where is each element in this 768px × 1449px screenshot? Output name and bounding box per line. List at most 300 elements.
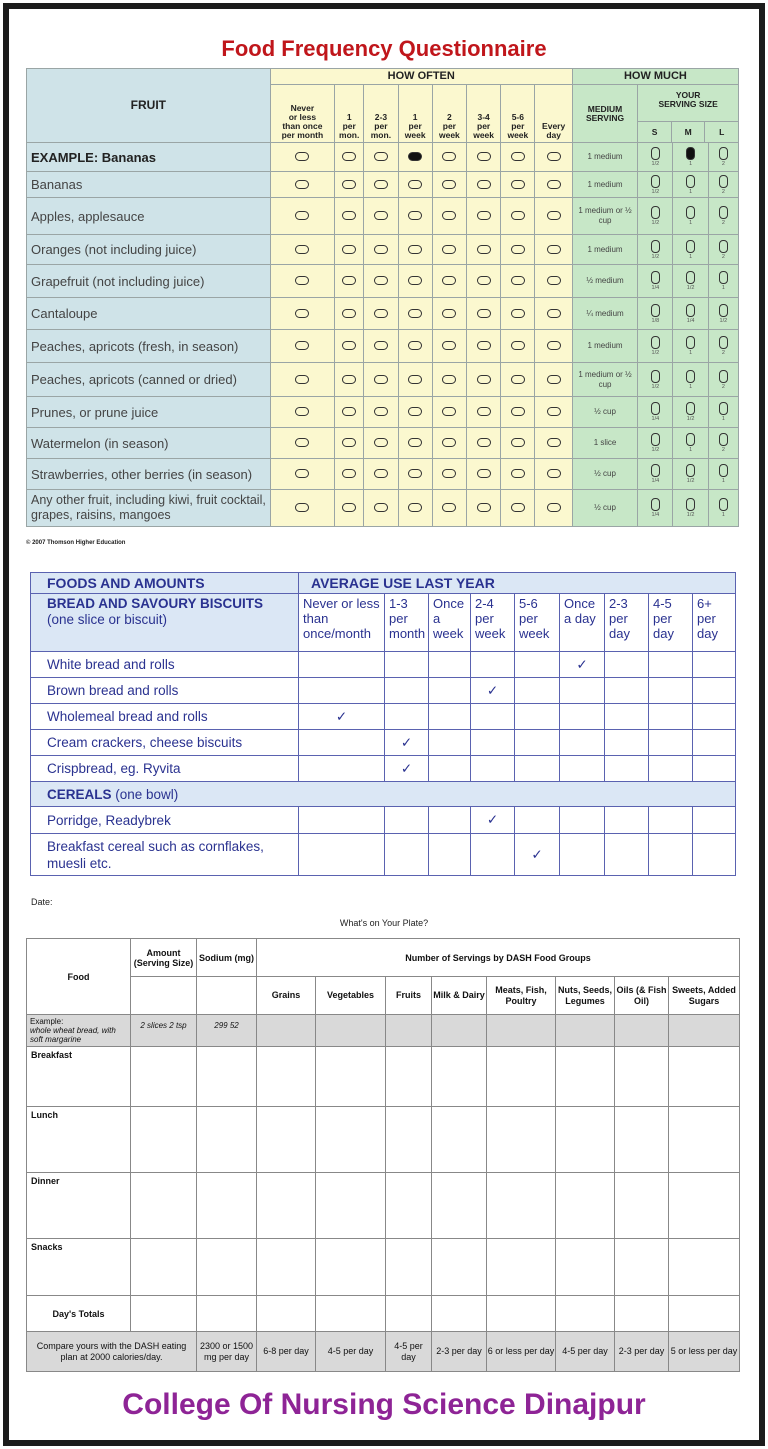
totals-cell[interactable] — [386, 1296, 432, 1332]
frequency-cell[interactable] — [693, 834, 736, 876]
frequency-bubble[interactable] — [342, 211, 356, 220]
frequency-bubble[interactable] — [374, 469, 388, 478]
frequency-bubble[interactable] — [547, 180, 561, 189]
frequency-bubble[interactable] — [442, 375, 456, 384]
entry-cell[interactable] — [257, 1047, 316, 1107]
frequency-cell[interactable] — [560, 652, 605, 678]
frequency-bubble[interactable] — [374, 180, 388, 189]
frequency-bubble[interactable] — [547, 152, 561, 161]
serving-size-bubble[interactable] — [719, 304, 728, 317]
entry-cell[interactable] — [257, 1173, 316, 1239]
entry-cell[interactable] — [257, 1107, 316, 1173]
serving-size-bubble[interactable] — [719, 498, 728, 511]
frequency-bubble[interactable] — [295, 211, 309, 220]
entry-cell[interactable] — [386, 1047, 432, 1107]
frequency-cell[interactable] — [560, 730, 605, 756]
frequency-bubble[interactable] — [342, 375, 356, 384]
frequency-bubble[interactable] — [547, 469, 561, 478]
serving-size-fraction: 1/2 — [686, 478, 695, 484]
serving-size-option — [673, 240, 707, 260]
frequency-bubble[interactable] — [295, 309, 309, 318]
frequency-bubble[interactable] — [342, 152, 356, 161]
frequency-cell[interactable] — [471, 704, 515, 730]
frequency-cell — [270, 459, 334, 490]
frequency-cell[interactable] — [515, 678, 560, 704]
frequency-bubble[interactable] — [374, 276, 388, 285]
entry-cell[interactable] — [669, 1239, 740, 1296]
frequency-bubble[interactable] — [295, 375, 309, 384]
frequency-bubble[interactable] — [511, 276, 525, 285]
serving-size-option — [673, 498, 707, 518]
frequency-bubble[interactable] — [547, 503, 561, 512]
entry-cell[interactable] — [615, 1239, 669, 1296]
plate-title: What's on Your Plate? — [339, 918, 429, 928]
frequency-cell[interactable] — [693, 678, 736, 704]
frequency-cell[interactable] — [299, 704, 385, 730]
frequency-cell — [398, 198, 432, 235]
frequency-bubble[interactable] — [408, 407, 422, 416]
frequency-cell[interactable] — [560, 807, 605, 834]
frequency-cell — [501, 490, 535, 527]
serving-size-bubble[interactable] — [651, 464, 660, 477]
serving-size-bubble[interactable] — [719, 464, 728, 477]
frequency-bubble[interactable] — [408, 341, 422, 350]
frequency-bubble[interactable] — [374, 407, 388, 416]
totals-cell[interactable] — [316, 1296, 386, 1332]
serving-size-bubble[interactable] — [719, 147, 728, 160]
serving-size-bubble[interactable] — [719, 271, 728, 284]
frequency-bubble[interactable] — [511, 438, 525, 447]
serving-size-bubble[interactable] — [686, 240, 695, 253]
entry-cell[interactable] — [615, 1107, 669, 1173]
serving-size-cell — [638, 265, 673, 298]
entry-cell[interactable] — [432, 1047, 487, 1107]
frequency-cell[interactable] — [649, 756, 693, 782]
entry-cell[interactable] — [432, 1173, 487, 1239]
serving-size-fraction: 2 — [721, 188, 725, 195]
frequency-bubble[interactable] — [374, 309, 388, 318]
frequency-cell[interactable] — [429, 678, 471, 704]
serving-size-bubble[interactable] — [719, 402, 728, 415]
frequency-cell[interactable] — [693, 652, 736, 678]
frequency-cell[interactable] — [649, 807, 693, 834]
frequency-cell[interactable] — [515, 652, 560, 678]
frequency-cell[interactable] — [605, 834, 649, 876]
frequency-cell[interactable] — [429, 652, 471, 678]
frequency-cell[interactable] — [385, 730, 429, 756]
frequency-cell[interactable] — [560, 756, 605, 782]
serving-size-bubble[interactable] — [651, 336, 660, 349]
frequency-cell[interactable] — [429, 730, 471, 756]
frequency-bubble[interactable] — [408, 152, 422, 161]
serving-size-fraction: 1/4 — [651, 285, 660, 291]
frequency-header-line: per — [374, 121, 388, 131]
frequency-bubble[interactable] — [547, 438, 561, 447]
frequency-bubble[interactable] — [511, 503, 525, 512]
frequency-bubble[interactable] — [342, 407, 356, 416]
serving-size-bubble[interactable] — [651, 147, 660, 160]
serving-size-bubble[interactable] — [686, 370, 695, 383]
serving-size-bubble[interactable] — [686, 336, 695, 349]
frequency-cell — [364, 490, 398, 527]
frequency-cell[interactable] — [385, 678, 429, 704]
frequency-cell[interactable] — [385, 834, 429, 876]
serving-size-bubble[interactable] — [651, 370, 660, 383]
average-use-column-header: Once a day — [560, 594, 605, 652]
frequency-bubble[interactable] — [408, 309, 422, 318]
serving-size-bubble[interactable] — [686, 464, 695, 477]
frequency-cell — [432, 235, 466, 265]
frequency-bubble[interactable] — [442, 469, 456, 478]
frequency-bubble[interactable] — [408, 245, 422, 254]
frequency-cell[interactable] — [429, 704, 471, 730]
serving-size-option — [638, 271, 672, 291]
entry-cell[interactable] — [131, 1107, 197, 1173]
ffq-row — [27, 459, 739, 490]
medium-serving-line: SERVING — [585, 112, 625, 123]
frequency-bubble[interactable] — [295, 438, 309, 447]
frequency-cell[interactable] — [605, 652, 649, 678]
meal-row — [27, 1173, 740, 1239]
entry-cell[interactable] — [487, 1107, 556, 1173]
frequency-bubble[interactable] — [547, 341, 561, 350]
frequency-bubble[interactable] — [511, 211, 525, 220]
frequency-bubble[interactable] — [547, 276, 561, 285]
serving-size-bubble[interactable] — [719, 433, 728, 446]
frequency-cell[interactable] — [649, 652, 693, 678]
totals-cell[interactable] — [197, 1296, 257, 1332]
frequency-bubble[interactable] — [342, 245, 356, 254]
frequency-bubble[interactable] — [547, 375, 561, 384]
frequency-cell[interactable] — [471, 730, 515, 756]
frequency-cell[interactable] — [560, 704, 605, 730]
totals-cell[interactable] — [669, 1296, 740, 1332]
frequency-bubble[interactable] — [547, 309, 561, 318]
frequency-bubble[interactable] — [477, 341, 491, 350]
frequency-bubble[interactable] — [295, 469, 309, 478]
frequency-bubble[interactable] — [342, 469, 356, 478]
meal-row — [27, 1239, 740, 1296]
serving-size-bubble[interactable] — [686, 304, 695, 317]
entry-cell[interactable] — [669, 1173, 740, 1239]
frequency-bubble[interactable] — [511, 152, 525, 161]
serving-size-bubble[interactable] — [719, 336, 728, 349]
medium-serving-value: ½ cup — [572, 490, 637, 527]
entry-cell[interactable] — [197, 1107, 257, 1173]
frequency-cell[interactable] — [299, 652, 385, 678]
frequency-cell[interactable] — [385, 807, 429, 834]
totals-cell[interactable] — [615, 1296, 669, 1332]
frequency-bubble[interactable] — [511, 469, 525, 478]
frequency-bubble[interactable] — [477, 503, 491, 512]
frequency-header-line: 2 — [447, 112, 452, 122]
entry-cell[interactable] — [197, 1047, 257, 1107]
frequency-cell — [364, 235, 398, 265]
bread-cereal-table — [30, 572, 736, 876]
food-group-header: Vegetables — [316, 977, 386, 1015]
frequency-bubble[interactable] — [477, 309, 491, 318]
totals-cell[interactable] — [131, 1296, 197, 1332]
frequency-cell[interactable] — [649, 730, 693, 756]
frequency-cell[interactable] — [649, 704, 693, 730]
frequency-cell[interactable] — [605, 730, 649, 756]
frequency-bubble[interactable] — [374, 211, 388, 220]
frequency-bubble[interactable] — [408, 503, 422, 512]
frequency-bubble[interactable] — [511, 180, 525, 189]
serving-size-bubble[interactable] — [686, 271, 695, 284]
serving-size-bubble[interactable] — [686, 433, 695, 446]
frequency-bubble[interactable] — [547, 211, 561, 220]
frequency-cell[interactable] — [471, 756, 515, 782]
entry-cell[interactable] — [386, 1173, 432, 1239]
entry-cell[interactable] — [556, 1107, 615, 1173]
frequency-cell[interactable] — [429, 834, 471, 876]
frequency-cell[interactable] — [385, 652, 429, 678]
frequency-bubble[interactable] — [442, 503, 456, 512]
frequency-cell[interactable] — [693, 756, 736, 782]
serving-size-bubble[interactable] — [686, 206, 695, 219]
frequency-bubble[interactable] — [374, 341, 388, 350]
frequency-bubble[interactable] — [408, 375, 422, 384]
serving-size-bubble[interactable] — [719, 370, 728, 383]
serving-size-option — [673, 271, 707, 291]
frequency-cell — [467, 198, 501, 235]
frequency-header-line: or less — [288, 112, 317, 122]
frequency-column-header — [335, 85, 364, 143]
serving-size-bubble[interactable] — [686, 147, 695, 160]
example-row — [27, 1015, 740, 1047]
serving-size-option — [638, 498, 672, 518]
frequency-cell[interactable] — [515, 704, 560, 730]
serving-size-bubble[interactable] — [651, 175, 660, 188]
frequency-bubble[interactable] — [295, 152, 309, 161]
frequency-cell[interactable] — [385, 756, 429, 782]
cereals-title: CEREALS — [47, 786, 112, 802]
frequency-bubble[interactable] — [374, 503, 388, 512]
frequency-bubble[interactable] — [547, 407, 561, 416]
serving-size-bubble[interactable] — [651, 433, 660, 446]
frequency-bubble[interactable] — [511, 407, 525, 416]
frequency-bubble[interactable] — [511, 341, 525, 350]
entry-cell[interactable] — [556, 1047, 615, 1107]
frequency-bubble[interactable] — [342, 180, 356, 189]
example-group-cell — [487, 1015, 556, 1047]
frequency-bubble[interactable] — [442, 407, 456, 416]
serving-size-bubble[interactable] — [651, 271, 660, 284]
serving-size-bubble[interactable] — [686, 175, 695, 188]
entry-cell[interactable] — [386, 1239, 432, 1296]
totals-cell[interactable] — [556, 1296, 615, 1332]
compare-label: Compare yours with the DASH eating plan at 2000 calories/day. — [27, 1332, 197, 1372]
entry-cell[interactable] — [257, 1239, 316, 1296]
serving-size-bubble[interactable] — [686, 498, 695, 511]
frequency-cell[interactable] — [560, 678, 605, 704]
serving-size-bubble[interactable] — [686, 402, 695, 415]
entry-cell[interactable] — [615, 1173, 669, 1239]
frequency-cell[interactable] — [649, 678, 693, 704]
frequency-bubble[interactable] — [477, 438, 491, 447]
frequency-bubble[interactable] — [295, 180, 309, 189]
frequency-bubble[interactable] — [295, 341, 309, 350]
frequency-bubble[interactable] — [477, 469, 491, 478]
frequency-cell[interactable] — [429, 807, 471, 834]
frequency-bubble[interactable] — [477, 375, 491, 384]
compare-row — [27, 1332, 740, 1372]
example-sodium: 299 52 — [197, 1015, 257, 1047]
entry-cell[interactable] — [669, 1107, 740, 1173]
frequency-bubble[interactable] — [442, 211, 456, 220]
frequency-bubble[interactable] — [442, 309, 456, 318]
entry-cell[interactable] — [487, 1239, 556, 1296]
frequency-bubble[interactable] — [477, 152, 491, 161]
entry-cell[interactable] — [487, 1173, 556, 1239]
food-groups-header: Number of Servings by DASH Food Groups — [257, 939, 740, 977]
frequency-bubble[interactable] — [442, 245, 456, 254]
entry-cell[interactable] — [669, 1047, 740, 1107]
frequency-cell — [535, 397, 572, 428]
frequency-header-line: Every — [542, 121, 566, 131]
frequency-bubble[interactable] — [511, 309, 525, 318]
entry-cell[interactable] — [432, 1239, 487, 1296]
frequency-cell[interactable] — [560, 834, 605, 876]
check-mark: ✓ — [576, 656, 588, 673]
frequency-bubble[interactable] — [408, 211, 422, 220]
frequency-bubble[interactable] — [342, 503, 356, 512]
serving-size-bubble[interactable] — [719, 206, 728, 219]
entry-cell[interactable] — [615, 1047, 669, 1107]
frequency-cell — [398, 363, 432, 397]
frequency-bubble[interactable] — [374, 152, 388, 161]
frequency-cell[interactable] — [471, 834, 515, 876]
entry-cell[interactable] — [316, 1107, 386, 1173]
serving-size-option — [709, 147, 738, 167]
frequency-bubble[interactable] — [547, 245, 561, 254]
frequency-cell[interactable] — [299, 807, 385, 834]
frequency-cell[interactable] — [471, 678, 515, 704]
frequency-bubble[interactable] — [374, 438, 388, 447]
frequency-bubble[interactable] — [477, 180, 491, 189]
frequency-cell[interactable] — [605, 678, 649, 704]
frequency-cell[interactable] — [471, 652, 515, 678]
totals-cell[interactable] — [257, 1296, 316, 1332]
entry-cell[interactable] — [316, 1047, 386, 1107]
example-group-cell — [556, 1015, 615, 1047]
frequency-bubble[interactable] — [442, 152, 456, 161]
frequency-cell[interactable] — [693, 704, 736, 730]
frequency-bubble[interactable] — [477, 245, 491, 254]
frequency-bubble[interactable] — [408, 276, 422, 285]
entry-cell[interactable] — [432, 1107, 487, 1173]
frequency-bubble[interactable] — [408, 438, 422, 447]
frequency-bubble[interactable] — [442, 180, 456, 189]
serving-size-cell — [673, 397, 708, 428]
serving-size-bubble[interactable] — [651, 206, 660, 219]
average-use-column-header: 2-4 per week — [471, 594, 515, 652]
frequency-cell[interactable] — [515, 730, 560, 756]
serving-size-bubble[interactable] — [651, 402, 660, 415]
frequency-cell[interactable] — [515, 834, 560, 876]
frequency-bubble[interactable] — [374, 375, 388, 384]
serving-size-bubble[interactable] — [719, 175, 728, 188]
serving-size-fraction: 1/2 — [651, 220, 660, 226]
entry-cell[interactable] — [197, 1173, 257, 1239]
frequency-bubble[interactable] — [374, 245, 388, 254]
entry-cell[interactable] — [197, 1239, 257, 1296]
frequency-bubble[interactable] — [295, 276, 309, 285]
frequency-cell[interactable] — [471, 807, 515, 834]
frequency-bubble[interactable] — [295, 245, 309, 254]
blank-cell — [197, 977, 257, 1015]
frequency-bubble[interactable] — [442, 276, 456, 285]
frequency-bubble[interactable] — [342, 341, 356, 350]
frequency-bubble[interactable] — [442, 341, 456, 350]
frequency-cell[interactable] — [299, 730, 385, 756]
frequency-cell[interactable] — [693, 807, 736, 834]
frequency-cell[interactable] — [299, 756, 385, 782]
serving-size-bubble[interactable] — [651, 498, 660, 511]
frequency-bubble[interactable] — [511, 245, 525, 254]
entry-cell[interactable] — [131, 1173, 197, 1239]
frequency-bubble[interactable] — [408, 469, 422, 478]
frequency-cell[interactable] — [429, 756, 471, 782]
entry-cell[interactable] — [556, 1239, 615, 1296]
frequency-bubble[interactable] — [408, 180, 422, 189]
frequency-bubble[interactable] — [442, 438, 456, 447]
frequency-cell[interactable] — [605, 756, 649, 782]
serving-size-cell — [708, 490, 738, 527]
entry-cell[interactable] — [316, 1239, 386, 1296]
totals-cell[interactable] — [432, 1296, 487, 1332]
frequency-bubble[interactable] — [511, 375, 525, 384]
entry-cell[interactable] — [386, 1107, 432, 1173]
serving-size-bubble[interactable] — [651, 304, 660, 317]
average-use-column-header: Never or less than once/month — [299, 594, 385, 652]
frequency-bubble[interactable] — [342, 276, 356, 285]
entry-cell[interactable] — [487, 1047, 556, 1107]
frequency-cell — [535, 330, 572, 363]
frequency-cell[interactable] — [299, 678, 385, 704]
frequency-bubble[interactable] — [295, 407, 309, 416]
frequency-bubble[interactable] — [295, 503, 309, 512]
entry-cell[interactable] — [556, 1173, 615, 1239]
frequency-cell[interactable] — [605, 807, 649, 834]
frequency-cell[interactable] — [299, 834, 385, 876]
frequency-cell — [270, 172, 334, 198]
frequency-cell[interactable] — [605, 704, 649, 730]
frequency-bubble[interactable] — [477, 407, 491, 416]
frequency-cell[interactable] — [693, 730, 736, 756]
totals-cell[interactable] — [487, 1296, 556, 1332]
frequency-cell[interactable] — [515, 756, 560, 782]
serving-size-fraction: 1/2 — [651, 383, 660, 390]
serving-size-option — [709, 336, 738, 356]
serving-size-bubble[interactable] — [651, 240, 660, 253]
frequency-cell[interactable] — [385, 704, 429, 730]
entry-cell[interactable] — [131, 1239, 197, 1296]
entry-cell[interactable] — [316, 1173, 386, 1239]
entry-cell[interactable] — [131, 1047, 197, 1107]
serving-size-cell — [638, 235, 673, 265]
serving-size-bubble[interactable] — [719, 240, 728, 253]
average-use-column-header: 2-3 per day — [605, 594, 649, 652]
frequency-bubble[interactable] — [342, 309, 356, 318]
frequency-bubble[interactable] — [477, 211, 491, 220]
frequency-bubble[interactable] — [342, 438, 356, 447]
frequency-bubble[interactable] — [477, 276, 491, 285]
frequency-cell[interactable] — [649, 834, 693, 876]
meal-label-lunch: Lunch — [27, 1107, 131, 1173]
frequency-cell[interactable] — [515, 807, 560, 834]
